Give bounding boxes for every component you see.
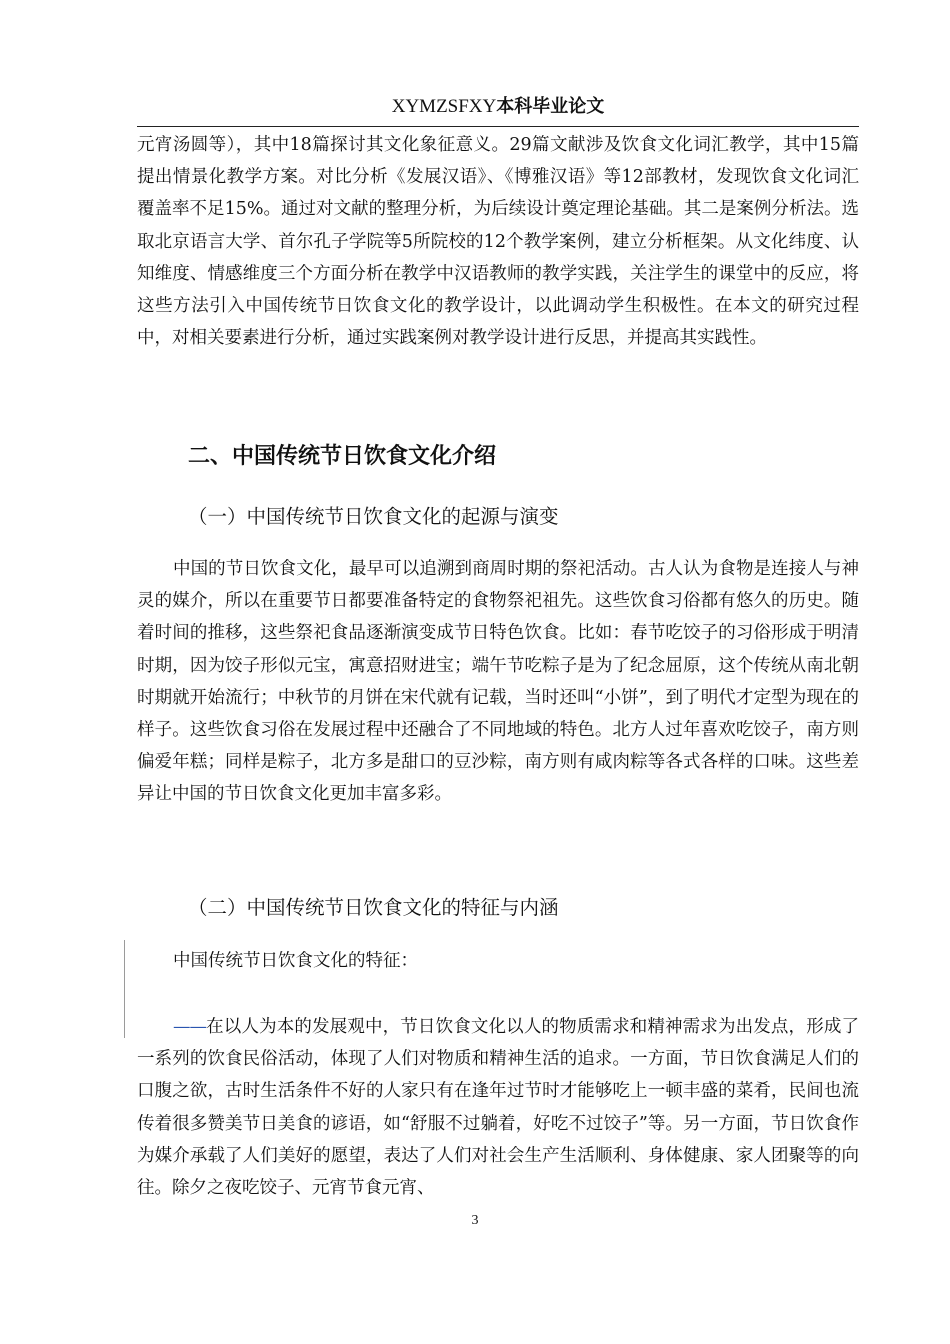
subsection-heading-features: （二）中国传统节日饮食文化的特征与内涵 [188, 896, 559, 919]
features-paragraph-text: 在以人为本的发展观中，节日饮食文化以人的物质需求和精神需求为出发点，形成了一系列的饮食民俗活动，体现了人们对物质和精神生活的追求。一方面，节日饮食满足人们的口腹之欲，古时生活条件不好的人家只有在逢年过节时才能够吃上一顿丰盛的菜肴，民间也流传着很多赞美节日美食的谚语，如“舒服不过躺着，好吃不过饺子”等。另一方面，节日饮食作为媒介承载了人们美好的愿望，表达了人们对社会生产生活顺利、身体健康、家人团聚等的向往。除夕之夜吃饺子、元宵节食元宵、 [137, 1017, 859, 1199]
page-header [137, 94, 859, 127]
intro-paragraph: 元宵汤圆等），其中18篇探讨其文化象征意义。29篇文献涉及饮食文化词汇教学，其中15篇提出情景化教学方案。对比分析《发展汉语》、《博雅汉语》等12部教材，发现饮食文化词汇覆盖率不足15%。通过对文献的整理分析，为后续设计奠定理论基础。其二是案例分析法。选取北京语言大学、首尔孔子学院等5所院校的12个教学案例，建立分析框架。从文化纬度、认知维度、情感维度三个方面分析在教学中汉语教师的教学实践，关注学生的课堂中的反应，将这些方法引入中国传统节日饮食文化的教学设计，以此调动学生积极性。在本文的研究过程中，对相关要素进行分析，通过实践案例对教学设计进行反思，并提高其实践性。 [137, 135, 859, 349]
section-heading: 二、中国传统节日饮食文化介绍 [188, 444, 497, 469]
em-dash: —— [173, 1017, 206, 1037]
origin-paragraph: 中国的节日饮食文化，最早可以追溯到商周时期的祭祀活动。古人认为食物是连接人与神灵的媒介，所以在重要节日都要准备特定的食物祭祀祖先。这些饮食习俗都有悠久的历史。随着时间的推移，这些祭祀食品逐渐演变成节日特色饮食。比如：春节吃饺子的习俗形成于明清时期，因为饺子形似元宝，寓意招财进宝；端午节吃粽子是为了纪念屈原，这个传统从南北朝时期就开始流行；中秋节的月饼在宋代就有记载，当时还叫“小饼”，到了明代才定型为现在的样子。这些饮食习俗在发展过程中还融合了不同地域的特色。北方人过年喜欢吃饺子，南方则偏爱年糕；同样是粽子，北方多是甜口的豆沙粽，南方则有咸肉粽等各式各样的口味。这些差异让中国的节日饮食文化更加丰富多彩。 [137, 559, 859, 805]
features-paragraph [137, 1011, 859, 1204]
revision-bar [124, 940, 125, 1038]
subsection-heading-origin: （一）中国传统节日饮食文化的起源与演变 [188, 505, 559, 528]
header-code: XYMZSFXY [391, 96, 497, 117]
features-lead: 中国传统节日饮食文化的特征： [173, 951, 418, 971]
header-title: 本科毕业论文 [496, 96, 605, 117]
page-number: 3 [471, 1213, 479, 1228]
